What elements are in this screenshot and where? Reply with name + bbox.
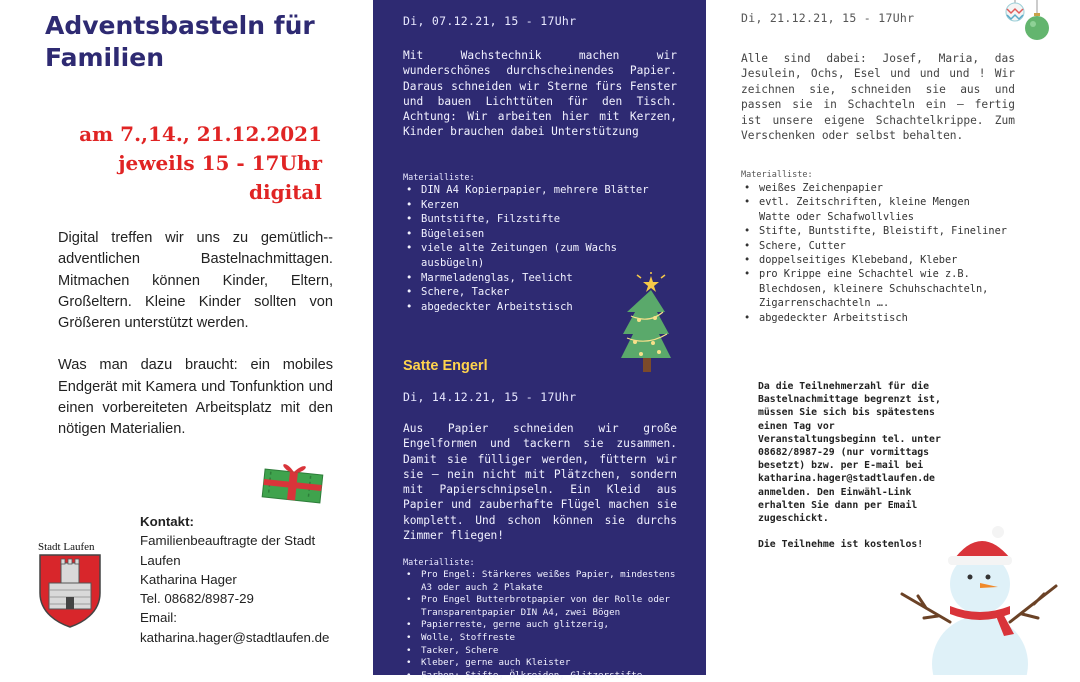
list-item: • Wolle, Stoffreste [403,632,688,645]
event-dates-line: am 7.,14., 21.12.2021 [79,122,322,146]
list-item: • abgedeckter Arbeitstisch [403,300,688,315]
list-item: • Farben: Stifte, Ölkreiden, Glitzerstifte [403,670,688,682]
contact-email-label: Email: [140,610,177,626]
list-item: • Kleber, gerne auch Kleister [403,657,688,670]
contact-role-cont: Laufen [140,552,181,568]
list-item: • Papierreste, gerne auch glitzerig, [403,619,688,632]
session3-materials-heading: Materialliste: [741,170,813,180]
session3-materials-list [741,181,1041,325]
contact-email: katharina.hager@stadtlaufen.de [140,629,330,645]
intro-text [58,228,333,462]
contact-role: Familienbeauftragte der Stadt [140,533,316,549]
list-item: • pro Krippe eine Schachtel wie z.B. Blechdosen, kleinere Schuhschachteln, Zigarrenschachteln …. [741,267,1019,310]
list-item: • Bügeleisen [403,227,688,242]
session1-description: Mit Wachstechnik machen wir wunderschönes durchscheinendes Papier. Daraus schneiden wir Sterne fürs Fenster und bauen Lichttüten für den Tisch. Achtung: Wir arbeiten hier mit Kerzen, Kinder brauchen dabei Unterstützung [403,49,677,139]
session3-description: Alle sind dabei: Josef, Maria, das Jesulein, Ochs, Esel und und und ! Wir zeichnen sie, schneiden sie aus und passen sie in Schachteln ein – fertig ist unsere eigene Schachtelkrippe. Zum Verschenken oder selbst behalten. [741,52,1015,143]
contact-name: Katharina Hager [140,571,237,587]
list-item: • doppelseitiges Klebeband, Kleber [741,253,1041,267]
registration-text: Da die Teilnehmerzahl für die Bastelnachmittage begrenzt ist, müssen Sie sich bis spätestens einen Tag vor Veranstaltungsbeginn tel. unter 08682/8987-29 (nur vormittags besetzt) bzw. per E-mail bei katharina.hager@stadtlaufen.de anmelden. Den Einwähl-Link erhalten Sie dann per Email zugeschickt. [758,381,941,525]
middle-panel [373,0,706,681]
list-item: • weißes Zeichenpapier [741,181,1041,195]
list-item: • viele alte Zeitungen (zum Wachs ausbügeln) [403,241,621,270]
event-time-line: jeweils 15 - 17Uhr [118,151,322,175]
session2-description: Aus Papier schneiden wir große Engelformen und tackern sie zusammen. Damit sie fülliger werden, füttern wir sie – nein nicht mit Plätzchen, sondern mit Papierschnipseln. Ein Kleid aus Papier und zauberhafte Flügel machen sie komplett. Und schon können sie durchs Zimmer fliegen! [403,422,677,543]
contact-block [140,512,329,647]
event-format-line: digital [249,180,322,204]
list-item: • DIN A4 Kopierpapier, mehrere Blätter [403,183,688,198]
list-item: • Pro Engel Butterbrotpapier von der Rolle oder Transparentpapier DIN A4, zwei Bögen [403,594,688,619]
right-panel [706,0,1080,675]
list-item: • evtl. Zeitschriften, kleine Mengen Watte oder Schafwollvlies [741,195,979,224]
title-line-1: Adventsbasteln für [45,11,315,40]
gift-icon [258,458,328,504]
list-item: • Schere, Cutter [741,239,1041,253]
snowman-icon [894,522,1064,675]
list-item: • Marmeladenglas, Teelicht [403,271,688,286]
free-note: Die Teilnehme ist kostenlos! [758,539,924,551]
list-item: • Schere, Tacker [403,285,688,300]
contact-heading: Kontakt: [140,514,194,529]
session1-materials-heading: Materialliste: [403,173,475,183]
title-line-2: Familien [45,43,164,72]
list-item: • Buntstifte, Filzstifte [403,212,688,227]
list-item: • Stifte, Buntstifte, Bleistift, Fineliner [741,224,1041,238]
session2-date: Di, 14.12.21, 15 - 17Uhr [403,390,577,404]
session2-materials-list [403,569,688,682]
left-panel [0,0,360,675]
page-title [45,10,315,74]
session3-date: Di, 21.12.21, 15 - 17Uhr [741,11,915,25]
crest-label: Stadt Laufen [38,541,95,553]
list-item: • Pro Engel: Stärkeres weißes Papier, mindestens A3 oder auch 2 Plakate [403,569,688,594]
crest-icon [37,553,103,629]
requirements-paragraph: Was man dazu braucht: ein mobiles Endgerät mit Kamera und Tonfunktion und einen vorbereiteten Arbeitsplatz mit den nötigen Materialien. [58,357,333,438]
session2-materials-heading: Materialliste: [403,558,475,568]
list-item: • abgedeckter Arbeitstisch [741,311,1041,325]
event-dates [79,120,322,207]
list-item: • Tacker, Schere [403,645,688,658]
contact-phone: Tel. 08682/8987-29 [140,591,254,607]
session2-title: Satte Engerl [403,358,488,374]
christmas-tree-icon [611,272,673,378]
ornament-icon [1001,0,1051,42]
session1-date: Di, 07.12.21, 15 - 17Uhr [403,14,577,28]
list-item: • Kerzen [403,198,688,213]
intro-paragraph: Digital treffen wir uns zu gemütlich--adventlichen Bastelnachmittagen. Mitmachen können Kinder, Eltern, Großeltern. Kleine Kinder sollten von Größeren unterstützt werden. [58,230,333,332]
